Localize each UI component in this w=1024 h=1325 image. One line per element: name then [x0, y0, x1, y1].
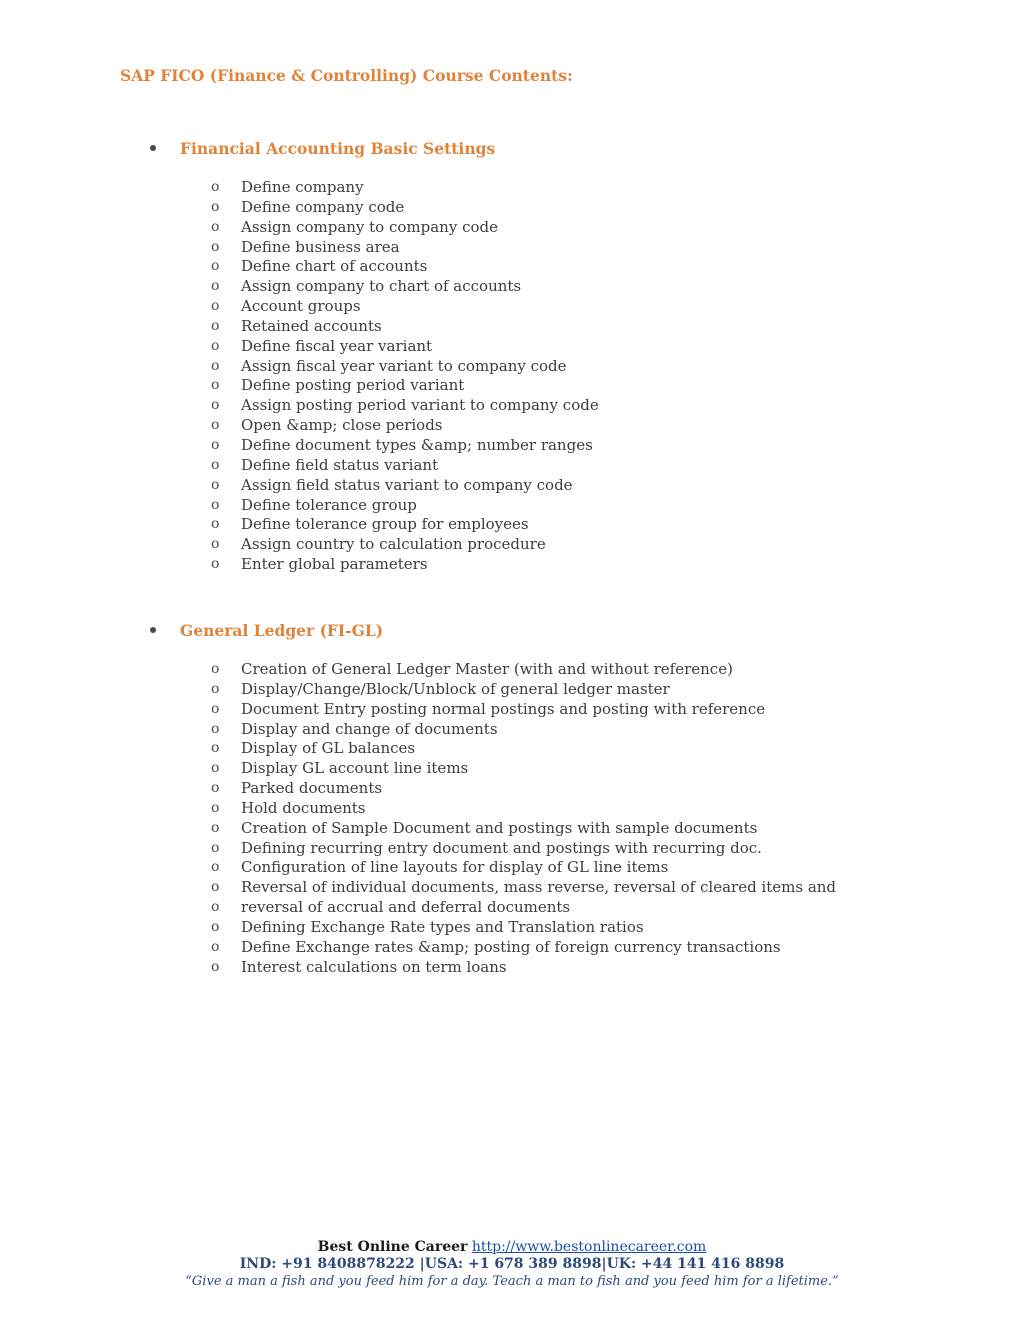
- bullet-icon: [150, 145, 156, 151]
- circle-bullet-icon: o: [211, 317, 220, 334]
- list-item-text: Define fiscal year variant: [241, 336, 433, 355]
- circle-bullet-icon: o: [211, 700, 220, 717]
- footer-phones: IND: +91 8408878222 |USA: +1 678 389 8898|UK: +44 141 416 8898: [239, 1256, 785, 1272]
- section-title: Financial Accounting Basic Settings: [180, 138, 496, 158]
- list-item-text: Creation of General Ledger Master (with and without reference): [241, 660, 733, 678]
- circle-bullet-icon: o: [211, 918, 220, 935]
- circle-bullet-icon: o: [211, 397, 220, 414]
- list-item-text: Define tolerance group for employees: [241, 515, 529, 534]
- circle-bullet-icon: o: [211, 436, 220, 453]
- footer-quote: “Give a man a fish and you feed him for a day. Teach a man to fish and you feed him for a lifetime.”: [185, 1274, 839, 1289]
- list-item-text: reversal of accrual and deferral documents: [241, 898, 571, 917]
- list-item-text: Account groups: [241, 297, 361, 316]
- list-item-text: Define Exchange rates &amp; posting of foreign currency transactions: [241, 937, 781, 956]
- list-item-text: Define document types &amp; number ranges: [241, 435, 593, 454]
- list-item-text: Assign country to calculation procedure: [241, 535, 546, 554]
- circle-bullet-icon: o: [211, 720, 220, 737]
- circle-bullet-icon: o: [211, 238, 220, 255]
- circle-bullet-icon: o: [211, 760, 220, 777]
- circle-bullet-icon: o: [211, 661, 220, 677]
- list-item-text: Defining Exchange Rate types and Translation ratios: [241, 917, 644, 936]
- list-item-text: Assign fiscal year variant to company code: [241, 356, 567, 375]
- list-item-text: Parked documents: [241, 779, 383, 798]
- list-item-text: Creation of Sample Document and postings with sample documents: [241, 818, 758, 837]
- circle-bullet-icon: o: [211, 780, 220, 797]
- list-item-text: Define field status variant: [241, 455, 439, 474]
- circle-bullet-icon: o: [211, 680, 220, 697]
- circle-bullet-icon: o: [211, 258, 220, 275]
- circle-bullet-icon: o: [211, 496, 220, 513]
- list-item-text: Open &amp; close periods: [241, 416, 443, 435]
- list-item-text: Retained accounts: [241, 316, 382, 335]
- circle-bullet-icon: o: [211, 456, 220, 473]
- list-item-text: Assign company to chart of accounts: [241, 277, 522, 296]
- circle-bullet-icon: o: [211, 417, 220, 434]
- circle-bullet-icon: o: [211, 740, 220, 757]
- list-item-text: Enter global parameters: [241, 555, 428, 574]
- list-item-text: Define tolerance group: [241, 495, 417, 514]
- page-title: SAP FICO (Finance & Controlling) Course Contents:: [120, 66, 573, 85]
- circle-bullet-icon: o: [211, 819, 220, 836]
- section-heading: [150, 620, 383, 640]
- circle-bullet-icon: o: [211, 899, 220, 916]
- footer-brand: Best Online Career: [317, 1239, 468, 1255]
- circle-bullet-icon: o: [211, 377, 220, 394]
- list-item-text: Display/Change/Block/Unblock of general ledger master: [241, 679, 670, 698]
- list-item-text: Reversal of individual documents, mass reverse, reversal of cleared items and: [241, 878, 837, 897]
- list-item-text: Document Entry posting normal postings and posting with reference: [241, 699, 766, 718]
- circle-bullet-icon: o: [211, 278, 220, 295]
- list-item-text: Defining recurring entry document and postings with recurring doc.: [241, 838, 762, 857]
- list-item-text: Hold documents: [241, 798, 366, 817]
- bullet-icon: [150, 627, 156, 633]
- circle-bullet-icon: o: [211, 198, 220, 215]
- section-heading: [150, 138, 495, 158]
- circle-bullet-icon: o: [211, 516, 220, 533]
- list-item-text: Assign field status variant to company code: [241, 475, 573, 494]
- circle-bullet-icon: o: [211, 357, 220, 374]
- website-link[interactable]: http://www.bestonlinecareer.com: [471, 1239, 707, 1255]
- list-item-text: Interest calculations on term loans: [241, 957, 507, 976]
- circle-bullet-icon: o: [211, 879, 220, 896]
- list-item-text: Define posting period variant: [241, 376, 465, 395]
- list-item-text: Define company: [241, 178, 364, 196]
- circle-bullet-icon: o: [211, 536, 220, 553]
- circle-bullet-icon: o: [211, 218, 220, 235]
- circle-bullet-icon: o: [211, 839, 220, 856]
- list-item-text: Display and change of documents: [241, 719, 498, 738]
- list-item-text: Assign posting period variant to company code: [241, 396, 599, 415]
- circle-bullet-icon: o: [211, 556, 220, 573]
- list-item-text: Display of GL balances: [241, 739, 416, 758]
- circle-bullet-icon: o: [211, 476, 220, 493]
- circle-bullet-icon: o: [211, 179, 220, 195]
- list-item-text: Display GL account line items: [241, 759, 469, 778]
- circle-bullet-icon: o: [211, 799, 220, 816]
- section-title: General Ledger (FI-GL): [180, 620, 384, 640]
- list-item-text: Configuration of line layouts for display of GL line items: [241, 858, 669, 877]
- circle-bullet-icon: o: [211, 938, 220, 955]
- circle-bullet-icon: o: [211, 859, 220, 876]
- circle-bullet-icon: o: [211, 298, 220, 315]
- circle-bullet-icon: o: [211, 337, 220, 354]
- list-item-text: Assign company to company code: [241, 217, 498, 236]
- footer-brand-line: [0, 1239, 1024, 1255]
- list-item-text: Define business area: [241, 237, 400, 256]
- circle-bullet-icon: o: [211, 958, 220, 975]
- list-item-text: Define company code: [241, 197, 405, 216]
- list-item-text: Define chart of accounts: [241, 257, 428, 276]
